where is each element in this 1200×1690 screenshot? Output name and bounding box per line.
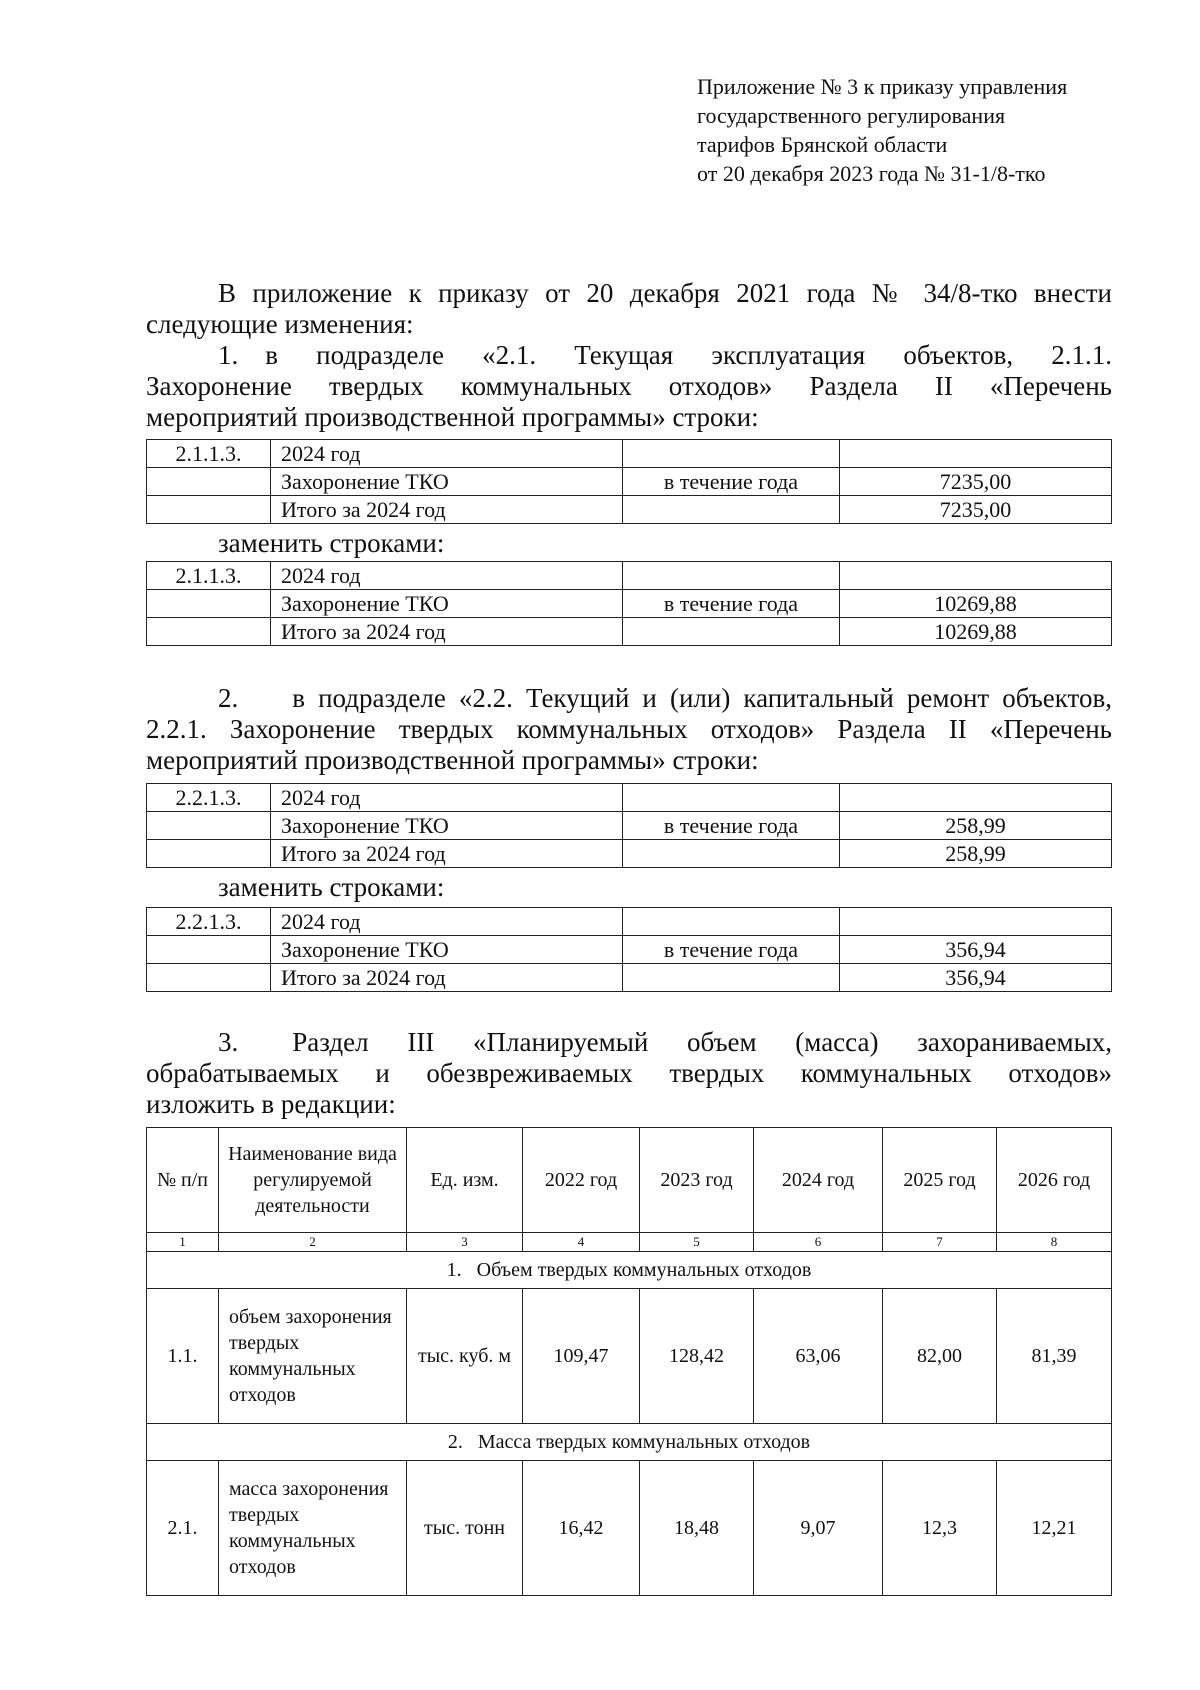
row-activity: объем захоронения твердых коммунальных отходов — [219, 1289, 407, 1424]
row-code: 2.1.1.3. — [147, 440, 271, 468]
row-period: в течение года — [623, 812, 840, 840]
row-total-label: Итого за 2024 год — [271, 618, 623, 646]
row-total-label: Итого за 2024 год — [271, 496, 623, 524]
table1-old — [146, 439, 1112, 524]
row-year: 2024 год — [271, 562, 623, 590]
section-row — [147, 1252, 1112, 1289]
item2-paragraph — [146, 683, 1112, 776]
item2-line: 2.2.1. Захоронение твердых коммунальных отходов» Раздела II «Перечень — [146, 714, 1112, 744]
header-line: государственного регулирования — [697, 103, 1006, 128]
item3-line: 3. Раздел III «Планируемый объем (масса) захораниваемых, — [218, 1027, 1112, 1057]
row-period: в течение года — [623, 936, 840, 964]
replace-label: заменить строками: — [218, 528, 445, 558]
row-value: 7235,00 — [840, 468, 1112, 496]
item1-line: 1. в подразделе «2.1. Текущая эксплуатация объектов, 2.1.1. — [218, 340, 1112, 370]
header-line: от 20 декабря 2023 года № 31-1/8-тко — [697, 161, 1046, 186]
row-period: в течение года — [623, 468, 840, 496]
header-cell: 2023 год — [640, 1128, 754, 1233]
column-number-row — [147, 1233, 1112, 1252]
item3-line: обрабатываемых и обезвреживаемых твердых коммунальных отходов» — [146, 1058, 1112, 1088]
item1-paragraph — [146, 340, 1112, 433]
row-total: 356,94 — [840, 964, 1112, 992]
column-number: 2 — [219, 1233, 407, 1252]
row-value-2024: 63,06 — [754, 1289, 883, 1424]
header-cell: 2026 год — [997, 1128, 1112, 1233]
row-number: 2.1. — [147, 1461, 219, 1596]
row-value-2026: 12,21 — [997, 1461, 1112, 1596]
row-total: 258,99 — [840, 840, 1112, 868]
header-cell: 2024 год — [754, 1128, 883, 1233]
row-period: в течение года — [623, 590, 840, 618]
row-year: 2024 год — [271, 440, 623, 468]
intro-paragraph — [146, 278, 1112, 340]
item2-line: 2. в подразделе «2.2. Текущий и (или) капитальный ремонт объектов, — [218, 683, 1112, 713]
row-activity: масса захоронения твердых коммунальных отходов — [219, 1461, 407, 1596]
header-row — [147, 1128, 1112, 1233]
header-cell: Наименование вида регулируемой деятельности — [219, 1128, 407, 1233]
intro-line: следующие изменения: — [146, 309, 414, 339]
row-value-2025: 82,00 — [883, 1289, 997, 1424]
row-value-2022: 16,42 — [523, 1461, 640, 1596]
row-total-label: Итого за 2024 год — [271, 840, 623, 868]
header-cell: № п/п — [147, 1128, 219, 1233]
row-number: 1.1. — [147, 1289, 219, 1424]
row-value-2022: 109,47 — [523, 1289, 640, 1424]
row-code: 2.2.1.3. — [147, 908, 271, 936]
row-item: Захоронение ТКО — [271, 468, 623, 496]
row-year: 2024 год — [271, 784, 623, 812]
section-row — [147, 1424, 1112, 1461]
item2-line: мероприятий производственной программы» строки: — [146, 745, 759, 775]
row-year: 2024 год — [271, 908, 623, 936]
row-code: 2.2.1.3. — [147, 784, 271, 812]
header-cell: 2022 год — [523, 1128, 640, 1233]
row-value-2024: 9,07 — [754, 1461, 883, 1596]
row-value: 10269,88 — [840, 590, 1112, 618]
section-title: 2. Масса твердых коммунальных отходов — [147, 1424, 1112, 1461]
header-line: Приложение № 3 к приказу управления — [697, 74, 1068, 99]
intro-line: В приложение к приказу от 20 декабря 2021 года № 34/8-тко внести — [218, 278, 1112, 308]
row-value: 258,99 — [840, 812, 1112, 840]
column-number: 8 — [997, 1233, 1112, 1252]
section-title: 1. Объем твердых коммунальных отходов — [147, 1252, 1112, 1289]
row-unit: тыс. тонн — [407, 1461, 523, 1596]
column-number: 5 — [640, 1233, 754, 1252]
row-total: 7235,00 — [840, 496, 1112, 524]
row-item: Захоронение ТКО — [271, 812, 623, 840]
column-number: 3 — [407, 1233, 523, 1252]
replace-label: заменить строками: — [218, 872, 445, 902]
row-item: Захоронение ТКО — [271, 590, 623, 618]
table2-new — [146, 907, 1112, 992]
volume-mass-table — [146, 1127, 1112, 1596]
item1-line: мероприятий производственной программы» строки: — [146, 402, 759, 432]
header-line: тарифов Брянской области — [697, 132, 948, 157]
header-cell: Ед. изм. — [407, 1128, 523, 1233]
table-row — [147, 1461, 1112, 1596]
table-row — [147, 1289, 1112, 1424]
column-number: 6 — [754, 1233, 883, 1252]
column-number: 1 — [147, 1233, 219, 1252]
row-unit: тыс. куб. м — [407, 1289, 523, 1424]
row-code: 2.1.1.3. — [147, 562, 271, 590]
row-total-label: Итого за 2024 год — [271, 964, 623, 992]
document-header — [697, 72, 1067, 188]
row-value-2023: 18,48 — [640, 1461, 754, 1596]
column-number: 4 — [523, 1233, 640, 1252]
row-value-2026: 81,39 — [997, 1289, 1112, 1424]
item3-paragraph — [146, 1027, 1112, 1120]
item1-line: Захоронение твердых коммунальных отходов» Раздела II «Перечень — [146, 371, 1112, 401]
row-total: 10269,88 — [840, 618, 1112, 646]
row-value: 356,94 — [840, 936, 1112, 964]
row-value-2025: 12,3 — [883, 1461, 997, 1596]
table2-old — [146, 783, 1112, 868]
column-number: 7 — [883, 1233, 997, 1252]
row-item: Захоронение ТКО — [271, 936, 623, 964]
row-value-2023: 128,42 — [640, 1289, 754, 1424]
item3-line: изложить в редакции: — [146, 1089, 396, 1119]
header-cell: 2025 год — [883, 1128, 997, 1233]
table1-new — [146, 561, 1112, 646]
